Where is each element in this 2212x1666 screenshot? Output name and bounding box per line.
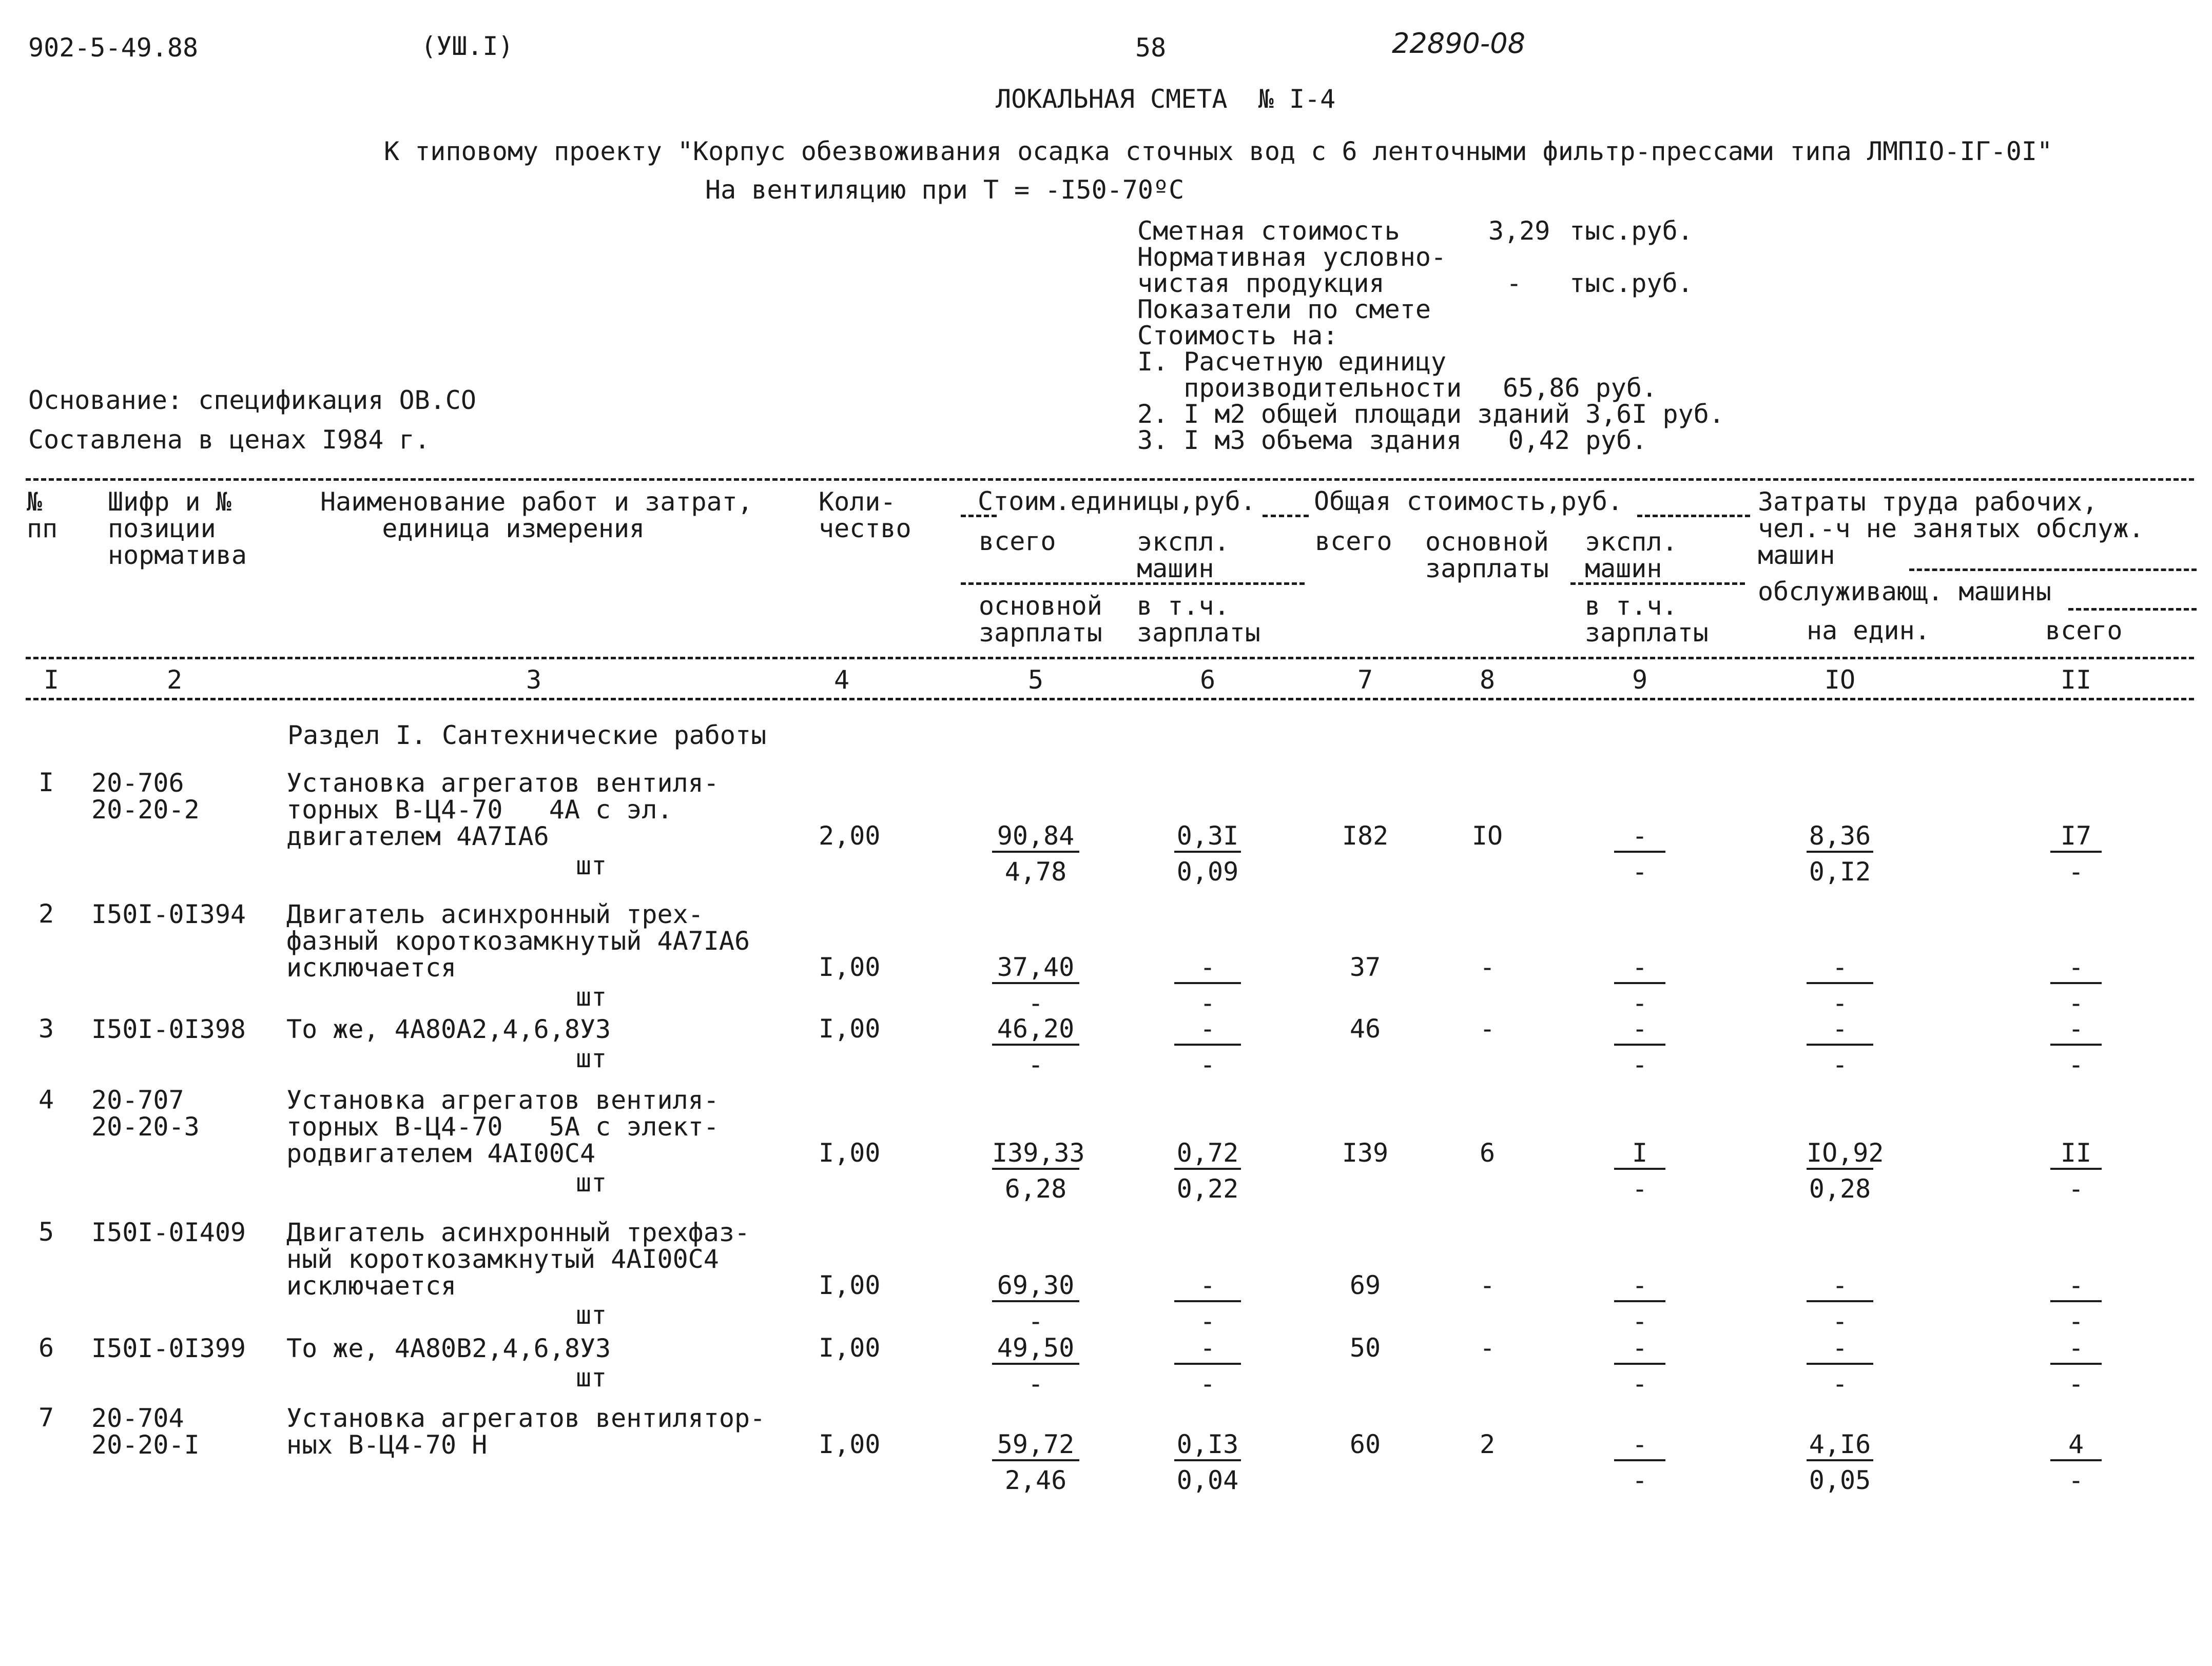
col-header-unit-base-wage: основной зарплаты xyxy=(979,591,1102,648)
unit-machines-cell-top: 0,72 xyxy=(1174,1140,1241,1170)
labor-rule-top xyxy=(1909,569,2197,571)
column-number: I xyxy=(43,665,60,695)
unit-machines-cell-bottom: - xyxy=(1199,1050,1216,1080)
unit-total-cell-top: 37,40 xyxy=(992,954,1079,984)
row-number: 7 xyxy=(38,1403,54,1433)
row-unit: шт xyxy=(576,1168,607,1198)
header-top-rule xyxy=(26,478,2194,481)
unit-cost-rule-left xyxy=(961,515,997,517)
document-code: 902-5-49.88 xyxy=(28,33,199,63)
labor-unit-cell-top: - xyxy=(1807,1272,1873,1302)
unit-total-cell-top: 90,84 xyxy=(992,823,1079,853)
subject-line: На вентиляцию при Т = -I50-70ºС xyxy=(705,175,1185,205)
handwritten-number: 22890-08 xyxy=(1392,27,1525,60)
col-header-total-machines: экспл. машин xyxy=(1585,527,1678,583)
column-number: 5 xyxy=(1027,665,1044,695)
total-machines-cell-bottom: - xyxy=(1632,857,1648,887)
col-group-labor: Затраты труда рабочих, чел.-ч не занятых обслуж. машин xyxy=(1758,487,2144,570)
row-number: 6 xyxy=(38,1333,54,1363)
labor-unit-cell-top: - xyxy=(1807,1335,1873,1365)
row-unit: шт xyxy=(576,851,607,880)
row-name: То же, 4А80В2,4,6,8У3 xyxy=(286,1334,611,1363)
column-number: IО xyxy=(1824,665,1856,695)
labor-total-cell xyxy=(2050,954,2102,1016)
unit-total-cell-bottom: 4,78 xyxy=(1004,857,1067,887)
row-total: 46 xyxy=(1349,1014,1381,1044)
indicators-label: Показатели по смете xyxy=(1137,295,1431,324)
total-cost-rule-right xyxy=(1637,515,1750,517)
row-unit: шт xyxy=(576,1363,607,1393)
row-number: 2 xyxy=(38,899,54,929)
col-header-name: Наименование работ и затрат, единица измерения xyxy=(320,487,753,543)
indicator-1-value: 65,86 руб. xyxy=(1503,373,1658,403)
col-group-total-cost: Общая стоимость,руб. xyxy=(1314,486,1623,516)
row-unit: шт xyxy=(576,1044,607,1073)
col-header-quantity: Коли- чество xyxy=(819,487,911,543)
unit-machines-cell-bottom: 0,04 xyxy=(1176,1465,1239,1495)
labor-total-cell-top: I7 xyxy=(2050,823,2102,853)
unit-machines-cell-top: 0,3I xyxy=(1174,823,1241,853)
unit-machines-cell xyxy=(1174,823,1241,885)
col-group-unit-cost: Стоим.единицы,руб. xyxy=(978,486,1256,516)
unit-total-cell xyxy=(992,1335,1079,1397)
project-line: К типовому проекту "Корпус обезвоживания осадка сточных вод с 6 ленточными фильтр-прессами типа ЛМПIО-IГ-0I" xyxy=(384,136,2053,166)
row-total-wage: - xyxy=(1479,1270,1496,1300)
total-machines-cell-top: - xyxy=(1614,954,1665,984)
row-code: 20-704 20-20-I xyxy=(91,1403,200,1460)
net-output-label-2: чистая продукция xyxy=(1137,268,1385,298)
labor-unit-cell xyxy=(1807,1335,1873,1397)
labor-total-cell-top: - xyxy=(2050,954,2102,984)
labor-total-cell xyxy=(2050,1140,2102,1202)
estimated-cost-label: Сметная стоимость xyxy=(1137,216,1400,246)
col-header-total-total: всего xyxy=(1315,526,1392,556)
row-unit: шт xyxy=(576,1300,607,1330)
unit-total-cell-top: 59,72 xyxy=(992,1432,1079,1461)
row-total: 60 xyxy=(1349,1429,1381,1459)
total-machines-rule xyxy=(1570,582,1745,585)
column-number: 8 xyxy=(1479,665,1496,695)
labor-total-cell xyxy=(2050,1335,2102,1397)
labor-unit-cell-top: 8,36 xyxy=(1807,823,1873,853)
estimated-cost-value: 3,29 xyxy=(1488,216,1550,246)
unit-cost-rule-right xyxy=(1263,515,1309,517)
row-quantity: I,00 xyxy=(819,1270,881,1300)
unit-total-cell xyxy=(992,1014,1079,1080)
col-header-labor-service: обслуживающ. машины xyxy=(1758,577,2051,606)
labor-total-cell-bottom: - xyxy=(2068,857,2084,887)
unit-machines-cell-top: - xyxy=(1174,1016,1241,1046)
header-number-rule-bottom xyxy=(26,698,2194,700)
total-machines-cell-bottom: - xyxy=(1632,1306,1648,1336)
labor-unit-cell-top: 4,I6 xyxy=(1807,1432,1873,1461)
page-number: 58 xyxy=(1135,33,1167,63)
col-header-labor-per-unit: на един. xyxy=(1807,616,1930,645)
header-number-rule-top xyxy=(26,657,2194,659)
row-total: 69 xyxy=(1349,1270,1381,1300)
indicator-1-label-cont: производительности xyxy=(1137,373,1462,403)
basis-line: Основание: спецификация ОВ.СО xyxy=(28,385,476,415)
labor-total-cell-bottom: - xyxy=(2068,1050,2084,1080)
total-machines-cell xyxy=(1614,954,1665,1016)
unit-total-cell-bottom: - xyxy=(1027,988,1044,1018)
row-quantity: I,00 xyxy=(819,1429,881,1459)
unit-total-cell-bottom: 6,28 xyxy=(1004,1174,1067,1204)
unit-total-cell-top: 69,30 xyxy=(992,1272,1079,1302)
row-total-wage: - xyxy=(1479,952,1496,982)
labor-total-cell-bottom: - xyxy=(2068,988,2084,1018)
row-total-wage: IО xyxy=(1471,821,1503,851)
document-title: ЛОКАЛЬНАЯ СМЕТА № I-4 xyxy=(996,84,1336,114)
unit-machines-cell-bottom: 0,22 xyxy=(1176,1174,1239,1204)
labor-unit-cell xyxy=(1807,1014,1873,1080)
col-header-number: № пп xyxy=(27,487,58,543)
row-name: Двигатель асинхронный трехфаз- ный короткозамкнутый 4АI00С4 исключается xyxy=(286,1218,750,1301)
column-number: 7 xyxy=(1357,665,1373,695)
unit-machines-cell-bottom: - xyxy=(1199,1369,1216,1399)
labor-total-cell xyxy=(2050,1014,2102,1080)
labor-unit-cell xyxy=(1807,1272,1873,1334)
labor-total-cell-top: - xyxy=(2050,1016,2102,1046)
row-code: I50I-0I394 xyxy=(91,899,246,929)
row-total-wage: - xyxy=(1479,1333,1496,1363)
total-machines-cell-bottom: - xyxy=(1632,988,1648,1018)
labor-unit-cell-bottom: 0,I2 xyxy=(1809,857,1871,887)
col-header-total-incl-wage: в т.ч. зарплаты xyxy=(1585,591,1709,648)
row-total-wage: 2 xyxy=(1479,1429,1496,1459)
labor-total-cell-bottom: - xyxy=(2068,1306,2084,1336)
col-header-labor-total: всего xyxy=(2045,616,2123,645)
prices-line: Составлена в ценах I984 г. xyxy=(28,425,430,455)
col-header-code: Шифр и № позиции норматива xyxy=(108,487,247,570)
row-name: То же, 4А80А2,4,6,8У3 xyxy=(286,1014,611,1044)
row-code: 20-707 20-20-3 xyxy=(91,1085,200,1142)
labor-unit-cell-bottom: 0,28 xyxy=(1809,1174,1871,1204)
row-quantity: I,00 xyxy=(819,1014,881,1044)
row-quantity: I,00 xyxy=(819,952,881,982)
total-machines-cell xyxy=(1614,1014,1665,1080)
unit-machines-cell-top: - xyxy=(1174,954,1241,984)
row-quantity: I,00 xyxy=(819,1138,881,1168)
row-code: I50I-0I399 xyxy=(91,1334,246,1363)
unit-cost-mid-rule xyxy=(961,582,1305,585)
labor-unit-cell-top: - xyxy=(1807,1016,1873,1046)
column-number: 3 xyxy=(526,665,542,695)
column-number: II xyxy=(2060,665,2092,695)
total-machines-cell xyxy=(1614,1335,1665,1397)
unit-total-cell-top: I39,33 xyxy=(992,1140,1079,1170)
row-number: 3 xyxy=(38,1014,54,1044)
col-header-unit-incl-wage: в т.ч. зарплаты xyxy=(1137,591,1260,648)
unit-machines-cell xyxy=(1174,1140,1241,1202)
row-name: Установка агрегатов вентилятор- ных В-Ц4-70 Н xyxy=(286,1403,766,1460)
labor-total-cell-top: II xyxy=(2050,1140,2102,1170)
row-name: Установка агрегатов вентиля- торных В-Ц4-70 4А с эл. двигателем 4А7IА6 xyxy=(286,768,719,851)
unit-total-cell xyxy=(992,1272,1079,1334)
total-machines-cell-bottom: - xyxy=(1632,1050,1648,1080)
total-machines-cell-bottom: - xyxy=(1632,1369,1648,1399)
total-machines-cell xyxy=(1614,1140,1665,1202)
labor-total-cell xyxy=(2050,823,2102,885)
labor-total-cell xyxy=(2050,1272,2102,1334)
unit-total-cell-bottom: 2,46 xyxy=(1004,1465,1067,1495)
unit-machines-cell xyxy=(1174,1335,1241,1397)
col-header-unit-total: всего xyxy=(979,526,1056,556)
section-title: Раздел I. Сантехнические работы xyxy=(287,720,767,750)
row-total-wage: 6 xyxy=(1479,1138,1496,1168)
labor-unit-cell xyxy=(1807,1138,1884,1204)
unit-total-cell xyxy=(992,1429,1079,1495)
labor-unit-cell-top: - xyxy=(1807,954,1873,984)
total-machines-cell-top: - xyxy=(1614,1272,1665,1302)
labor-unit-cell-top: IО,92 xyxy=(1807,1140,1873,1170)
net-output-value: - xyxy=(1506,268,1522,298)
unit-total-cell-top: 46,20 xyxy=(992,1016,1079,1046)
volume-label: (УШ.I) xyxy=(421,31,514,61)
unit-machines-cell-bottom: - xyxy=(1199,988,1216,1018)
net-output-unit: тыс.руб. xyxy=(1569,268,1693,298)
labor-total-cell-top: 4 xyxy=(2050,1432,2102,1461)
row-code: I50I-0I398 xyxy=(91,1014,246,1044)
unit-machines-cell-top: - xyxy=(1174,1272,1241,1302)
unit-machines-cell-bottom: - xyxy=(1199,1306,1216,1336)
row-total: I82 xyxy=(1342,821,1389,851)
row-code: I50I-0I409 xyxy=(91,1218,246,1247)
total-machines-cell-bottom: - xyxy=(1632,1174,1648,1204)
labor-rule-bottom xyxy=(2068,608,2197,611)
labor-unit-cell xyxy=(1807,954,1873,1016)
row-total: 37 xyxy=(1349,952,1381,982)
cost-per-label: Стоимость на: xyxy=(1137,321,1338,350)
column-number: 9 xyxy=(1632,665,1648,695)
unit-machines-cell xyxy=(1174,1429,1241,1495)
unit-total-cell-top: 49,50 xyxy=(992,1335,1079,1365)
total-machines-cell-top: - xyxy=(1614,1335,1665,1365)
row-name: Двигатель асинхронный трех- фазный короткозамкнутый 4А7IА6 исключается xyxy=(286,899,750,983)
labor-unit-cell-bottom: - xyxy=(1832,1306,1848,1336)
row-quantity: 2,00 xyxy=(819,821,881,851)
labor-unit-cell-bottom: - xyxy=(1832,988,1848,1018)
total-machines-cell-top: - xyxy=(1614,823,1665,853)
column-number: 2 xyxy=(166,665,183,695)
unit-total-cell-bottom: - xyxy=(1027,1050,1044,1080)
unit-total-cell-bottom: - xyxy=(1027,1306,1044,1336)
row-number: I xyxy=(38,768,54,797)
unit-machines-cell-top: 0,I3 xyxy=(1174,1432,1241,1461)
unit-total-cell-bottom: - xyxy=(1027,1369,1044,1399)
row-total: I39 xyxy=(1342,1138,1389,1168)
col-header-unit-machines: экспл. машин xyxy=(1137,527,1230,583)
labor-unit-cell-bottom: 0,05 xyxy=(1809,1465,1871,1495)
total-machines-cell xyxy=(1614,823,1665,885)
labor-unit-cell xyxy=(1807,823,1873,885)
total-machines-cell-top: I xyxy=(1614,1140,1665,1170)
unit-total-cell xyxy=(992,954,1079,1016)
total-machines-cell xyxy=(1614,1429,1665,1495)
indicator-3: 3. I м3 объема здания 0,42 руб. xyxy=(1137,425,1647,455)
column-number: 6 xyxy=(1199,665,1216,695)
labor-total-cell-bottom: - xyxy=(2068,1174,2084,1204)
row-code: 20-706 20-20-2 xyxy=(91,768,200,825)
row-number: 4 xyxy=(38,1085,54,1114)
col-header-total-base-wage: основной зарплаты xyxy=(1425,527,1549,583)
column-number: 4 xyxy=(833,665,850,695)
labor-total-cell xyxy=(2050,1429,2102,1495)
row-name: Установка агрегатов вентиля- торных В-Ц4-70 5А с элект- родвигателем 4АI00С4 xyxy=(286,1085,719,1168)
unit-machines-cell-bottom: 0,09 xyxy=(1176,857,1239,887)
labor-total-cell-bottom: - xyxy=(2068,1369,2084,1399)
labor-unit-cell xyxy=(1807,1429,1873,1495)
unit-total-cell xyxy=(992,1138,1085,1204)
indicator-2: 2. I м2 общей площади зданий 3,6I руб. xyxy=(1137,399,1724,429)
unit-machines-cell-top: - xyxy=(1174,1335,1241,1365)
labor-total-cell-top: - xyxy=(2050,1335,2102,1365)
estimated-cost-unit: тыс.руб. xyxy=(1569,216,1693,246)
labor-unit-cell-bottom: - xyxy=(1832,1050,1848,1080)
row-total: 50 xyxy=(1349,1333,1381,1363)
row-number: 5 xyxy=(38,1217,54,1247)
total-machines-cell-top: - xyxy=(1614,1432,1665,1461)
row-unit: шт xyxy=(576,982,607,1012)
row-quantity: I,00 xyxy=(819,1333,881,1363)
total-machines-cell xyxy=(1614,1272,1665,1334)
indicator-1-label: I. Расчетную единицу xyxy=(1137,347,1447,377)
total-machines-cell-bottom: - xyxy=(1632,1465,1648,1495)
unit-machines-cell xyxy=(1174,1272,1241,1334)
row-total-wage: - xyxy=(1479,1014,1496,1044)
labor-unit-cell-bottom: - xyxy=(1832,1369,1848,1399)
unit-total-cell xyxy=(992,823,1079,885)
labor-total-cell-top: - xyxy=(2050,1272,2102,1302)
unit-machines-cell xyxy=(1174,954,1241,1016)
labor-total-cell-bottom: - xyxy=(2068,1465,2084,1495)
unit-machines-cell xyxy=(1174,1014,1241,1080)
total-machines-cell-top: - xyxy=(1614,1016,1665,1046)
net-output-label-1: Нормативная условно- xyxy=(1137,242,1447,272)
